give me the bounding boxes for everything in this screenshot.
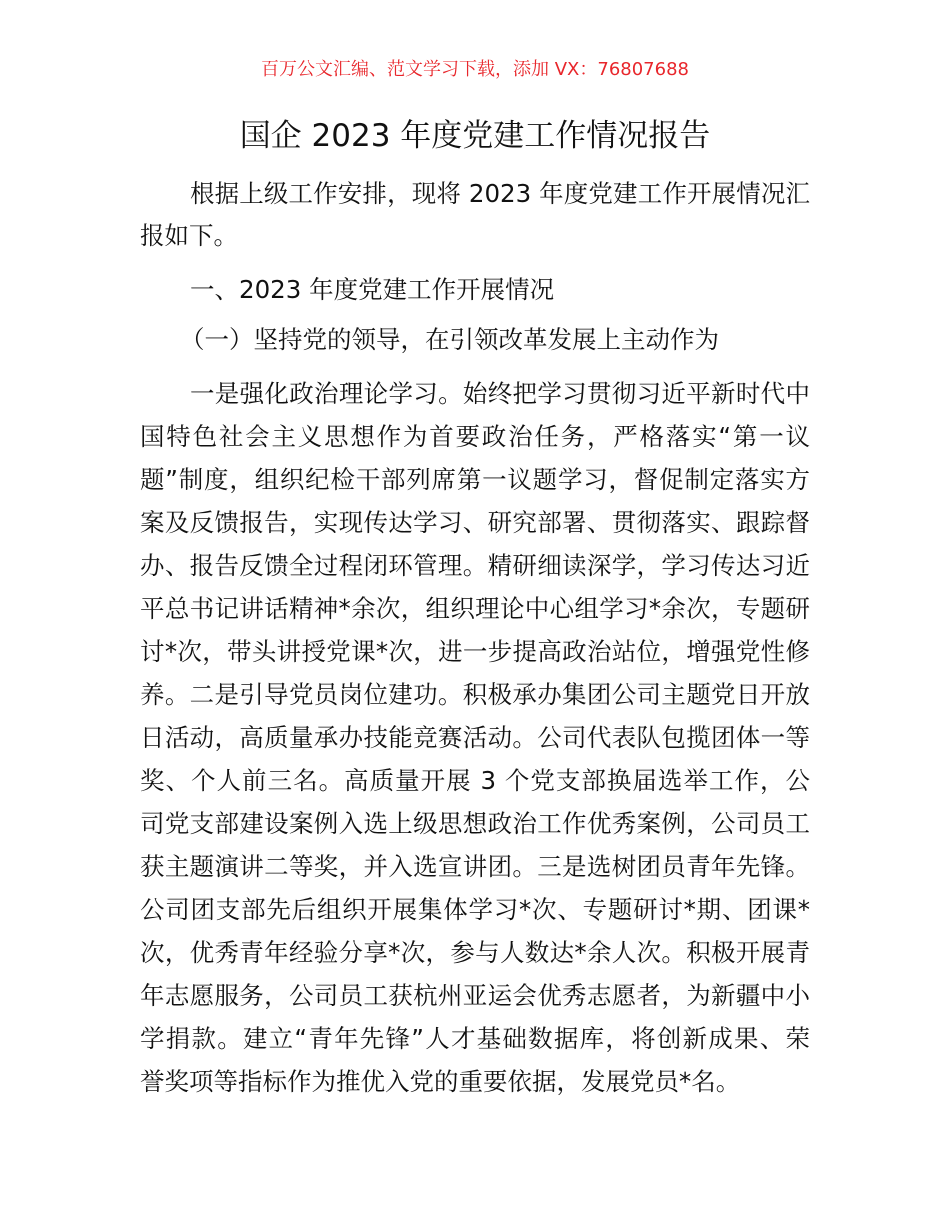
body-line: 讨*次，带头讲授党课*次，进一步提高政治站位，增强党性修 [140, 637, 810, 666]
intro-line: 根据上级工作安排，现将 2023 年度党建工作开展情况汇 [190, 179, 810, 208]
body-line: 题”制度，组织纪检干部列席第一议题学习，督促制定落实方 [140, 465, 810, 494]
body-line: 日活动，高质量承办技能竞赛活动。公司代表队包揽团体一等 [140, 723, 810, 752]
document-title: 国企 2023 年度党建工作情况报告 [239, 118, 711, 154]
subsection-heading: （一）坚持党的领导，在引领改革发展上主动作为 [180, 325, 719, 354]
body-line: 案及反馈报告，实现传达学习、研究部署、贯彻落实、跟踪督 [140, 508, 810, 537]
body-line: 养。二是引导党员岗位建功。积极承办集团公司主题党日开放 [140, 680, 810, 709]
body-line: 年志愿服务，公司员工获杭州亚运会优秀志愿者，为新疆中小 [140, 981, 810, 1010]
section-heading: 一、2023 年度党建工作开展情况 [190, 275, 555, 304]
body-line: 誉奖项等指标作为推优入党的重要依据，发展党员*名。 [140, 1067, 741, 1096]
body-line: 办、报告反馈全过程闭环管理。精研细读深学，学习传达习近 [140, 551, 810, 580]
body-line: 学捐款。建立“青年先锋”人才基础数据库，将创新成果、荣 [140, 1024, 810, 1053]
body-line: 国特色社会主义思想作为首要政治任务，严格落实“第一议 [140, 422, 810, 451]
body-line: 一是强化政治理论学习。始终把学习贯彻习近平新时代中 [190, 379, 810, 408]
header-banner: 百万公文汇编、范文学习下载，添加 VX：76807688 [261, 59, 689, 80]
intro-line: 报如下。 [140, 221, 238, 250]
body-line: 公司团支部先后组织开展集体学习*次、专题研讨*期、团课* [140, 895, 810, 924]
body-line: 获主题演讲二等奖，并入选宣讲团。三是选树团员青年先锋。 [140, 852, 810, 881]
body-line: 平总书记讲话精神*余次，组织理论中心组学习*余次，专题研 [140, 594, 810, 623]
body-line: 次，优秀青年经验分享*次，参与人数达*余人次。积极开展青 [140, 938, 810, 967]
body-line: 奖、个人前三名。高质量开展 3 个党支部换届选举工作，公 [140, 766, 810, 795]
body-line: 司党支部建设案例入选上级思想政治工作优秀案例，公司员工 [140, 809, 810, 838]
